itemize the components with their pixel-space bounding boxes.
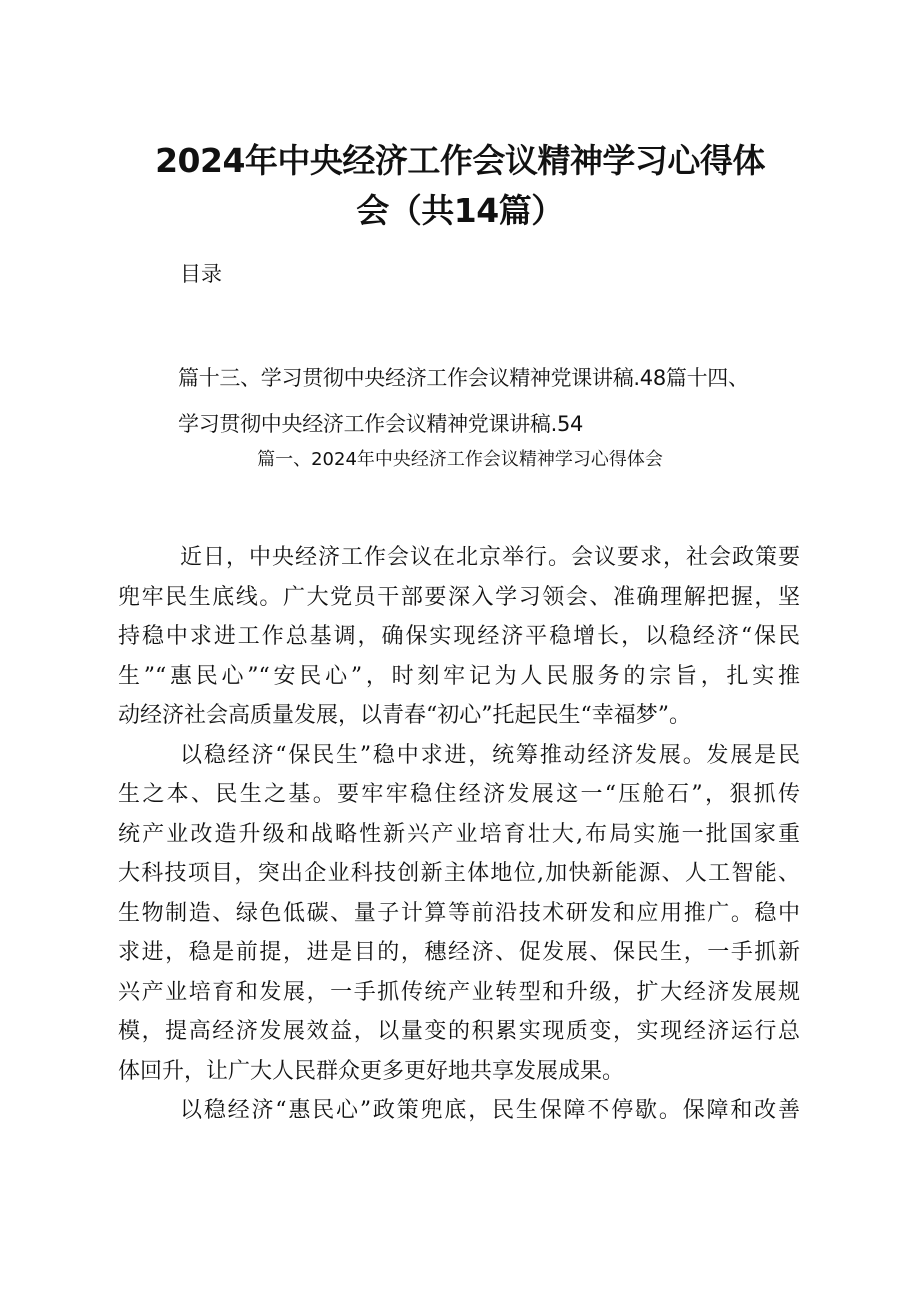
paragraph-1 (118, 538, 800, 736)
paragraph-3 (118, 1091, 800, 1131)
document-title (120, 136, 800, 236)
paragraph-line: 体回升，让广大人民群众更多更好地共享发展成果。 (118, 1058, 625, 1084)
title-line-2: 会（共14篇） (356, 191, 564, 230)
paragraph-line: 生物制造、绿色低碳、量子计算等前沿技术研发和应用推广。稳中 (118, 900, 800, 926)
paragraph-line: 模，提高经济发展效益，以量变的积累实现质变，实现经济运行总 (118, 1019, 800, 1044)
paragraph-line: 求进，稳是前提，进是目的，穗经济、促发展、保民生，一手抓新 (118, 940, 800, 965)
toc-heading: 目录 (180, 262, 222, 286)
table-of-contents (178, 355, 818, 447)
paragraph-line: 兴产业培育和发展，一手抓传统产业转型和升级，扩大经济发展规 (118, 979, 800, 1005)
paragraph-line: 兜牢民生底线。广大党员干部要深入学习领会、准确理解把握，坚 (118, 584, 800, 610)
paragraph-line: 生之本、民生之基。要牢牢稳住经济发展这一“压舱石”，狠抓传 (118, 782, 800, 807)
body-text (118, 538, 800, 1131)
paragraph-line: 以稳经济“惠民心”政策兜底，民生保障不停歇。保障和改善 (180, 1098, 800, 1123)
paragraph-line: 大科技项目，突出企业科技创新主体地位,加快新能源、人工智能、 (118, 861, 800, 886)
toc-line: 学习贯彻中央经济工作会议精神党课讲稿.54 (178, 412, 584, 436)
paragraph-2 (118, 736, 800, 1092)
paragraph-line: 动经济社会高质量发展，以青春“初心”托起民生“幸福梦”。 (118, 703, 691, 728)
title-line-1: 2024年中央经济工作会议精神学习心得体 (155, 141, 765, 180)
paragraph-line: 近日，中央经济工作会议在北京举行。会议要求，社会政策要 (180, 545, 800, 570)
paragraph-line: 生”“惠民心”“安民心”，时刻牢记为人民服务的宗旨，扎实推 (118, 663, 800, 689)
paragraph-line: 统产业改造升级和战略性新兴产业培育壮大,布局实施一批国家重 (118, 821, 800, 847)
paragraph-line: 以稳经济“保民生”稳中求进，统筹推动经济发展。发展是民 (180, 742, 800, 768)
paragraph-line: 持稳中求进工作总基调，确保实现经济平稳增长，以稳经济“保民 (118, 624, 800, 649)
section-heading: 篇一、2024年中央经济工作会议精神学习心得体会 (257, 449, 663, 470)
toc-line: 篇十三、学习贯彻中央经济工作会议精神党课讲稿.48篇十四、 (178, 366, 749, 390)
